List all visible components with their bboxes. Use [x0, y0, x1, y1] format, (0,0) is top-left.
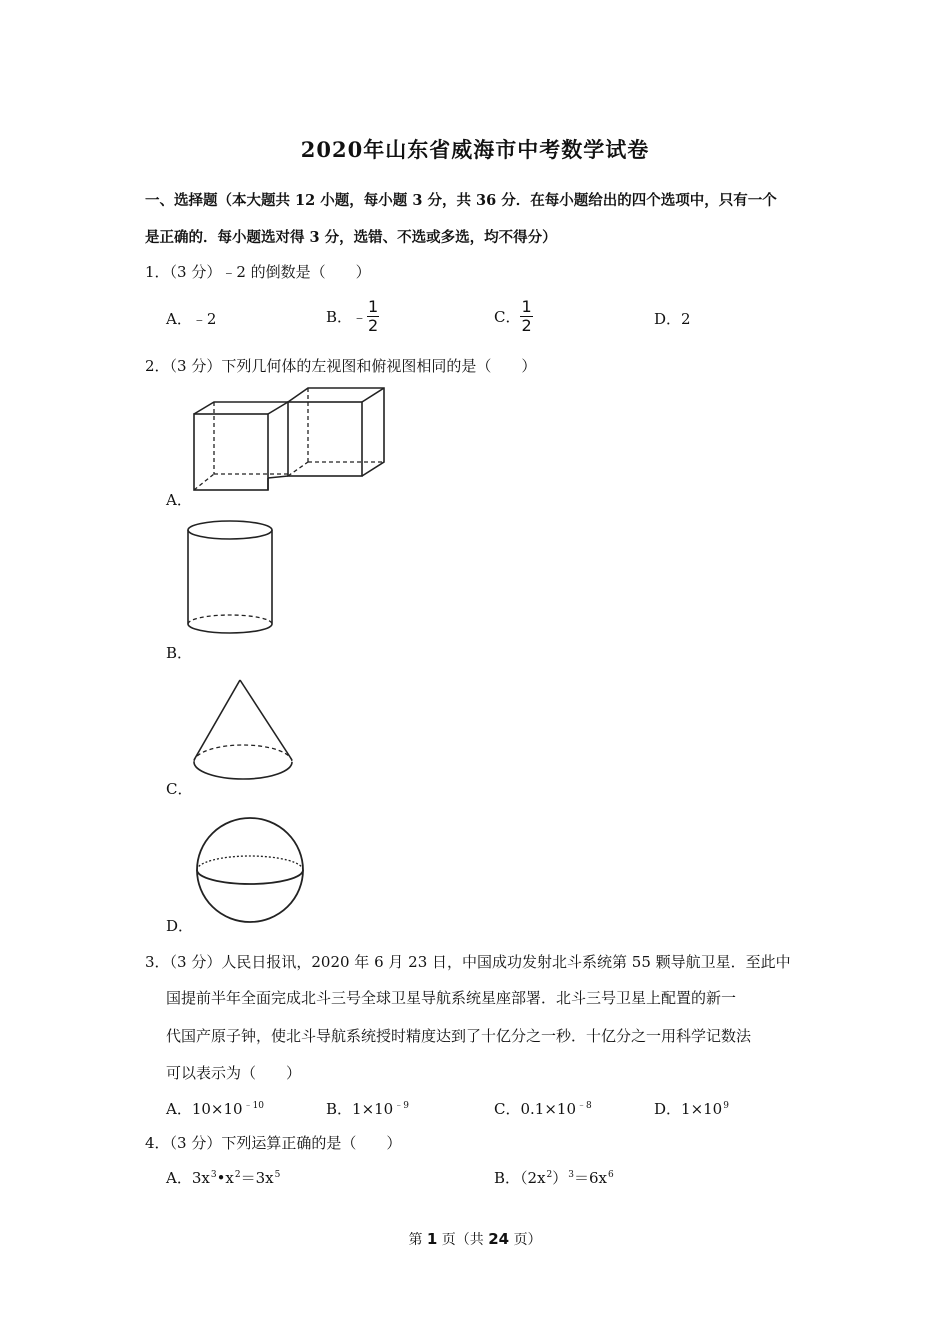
footer-suffix: 页） — [513, 1232, 542, 1248]
q4-option-a-part3: ＝3x — [240, 1169, 274, 1187]
footer-middle: 页（共 — [441, 1232, 484, 1248]
q3-line1: 3．（3 分）人民日报讯，2020 年 6 月 23 日，中国成功发射北斗系统第 55 颗导航卫星．至此中 — [145, 953, 791, 971]
section-heading-line1: 一、选择题（本大题共 12 小题，每小题 3 分，共 36 分．在每小题给出的四个选项中，只有一个 — [145, 192, 777, 209]
q2-stem: 2．（3 分）下列几何体的左视图和俯视图相同的是（ ） — [145, 357, 537, 375]
q1-option-b-fraction — [367, 298, 379, 335]
q3-option-b — [326, 1098, 409, 1119]
q1-option-d: D．2 — [654, 310, 691, 328]
q3-option-a — [166, 1098, 264, 1119]
q1-option-a: A．﹣2 — [166, 310, 217, 328]
q4-option-a-part2: •x — [216, 1169, 234, 1187]
section-heading-line2: 是正确的．每小题选对得 3 分，选错、不选或多选，均不得分） — [145, 229, 557, 246]
q1-option-c-fraction — [520, 298, 532, 335]
q1-option-c-numerator: 1 — [521, 297, 532, 316]
q2-option-b-figure — [184, 518, 276, 642]
footer-total-pages: 24 — [488, 1230, 510, 1248]
page-title: 2020年山东省威海市中考数学试卷 — [300, 137, 650, 162]
q4-option-b-part2: ） — [552, 1169, 568, 1187]
q4-option-a-exp1: 3 — [210, 1170, 217, 1180]
q1-option-c-denominator: 2 — [521, 316, 532, 335]
q4-option-a-part1: A．3x — [166, 1169, 210, 1187]
q1-option-b — [326, 298, 379, 335]
q2-option-a-figure — [190, 384, 390, 496]
q3-option-c-exponent: ﹣8 — [577, 1101, 592, 1111]
q3-option-d-exponent: 9 — [723, 1101, 729, 1111]
q2-option-c-label: C． — [166, 780, 193, 798]
q3-option-a-exponent: ﹣10 — [243, 1101, 265, 1111]
q4-option-a-exp3: 5 — [274, 1170, 281, 1180]
q2-option-d-figure — [192, 814, 310, 924]
q1-option-b-denominator: 2 — [368, 316, 379, 335]
q3-line2: 国提前半年全面完成北斗三号全球卫星导航系统星座部署．北斗三号卫星上配置的新一 — [166, 989, 737, 1007]
q4-option-a-exp2: 2 — [234, 1170, 241, 1180]
page-footer — [0, 1229, 950, 1249]
q3-option-d-base: D．1×10 — [654, 1100, 723, 1118]
q2-option-b-label: B． — [166, 644, 193, 662]
q3-line3: 代国产原子钟，使北斗导航系统授时精度达到了十亿分之一秒．十亿分之一用科学记数法 — [166, 1027, 752, 1045]
q3-option-b-base: B．1×10 — [326, 1100, 394, 1118]
q2-option-d-label: D． — [166, 917, 194, 935]
q3-option-a-base: A．10×10 — [166, 1100, 243, 1118]
q3-option-c-base: C．0.1×10 — [494, 1100, 576, 1118]
footer-page-number: 1 — [426, 1230, 438, 1248]
q1-stem: 1．（3 分）﹣2 的倒数是（ ） — [145, 263, 371, 281]
q3-option-b-exponent: ﹣9 — [394, 1101, 409, 1111]
q4-option-b-part1: B．（2x — [494, 1169, 546, 1187]
q3-option-d — [654, 1098, 729, 1119]
q4-option-b-part3: ＝6x — [574, 1169, 608, 1187]
footer-prefix: 第 — [408, 1232, 423, 1248]
q4-stem: 4．（3 分）下列运算正确的是（ ） — [145, 1134, 402, 1152]
q1-option-b-numerator: 1 — [368, 297, 379, 316]
q1-option-c-prefix: C． — [494, 308, 521, 326]
q2-option-c-figure — [188, 676, 298, 784]
q1-option-c — [494, 298, 533, 335]
q3-option-c — [494, 1098, 592, 1119]
q4-option-b-exp2: 3 — [568, 1170, 575, 1180]
q4-option-b-exp1: 2 — [546, 1170, 553, 1180]
q2-option-a-label: A． — [166, 491, 192, 509]
q1-option-b-prefix: B．﹣ — [326, 308, 368, 326]
q3-line4: 可以表示为（ ） — [166, 1064, 302, 1082]
q4-option-b — [494, 1167, 614, 1188]
q4-option-b-exp3: 6 — [608, 1170, 614, 1180]
q4-option-a — [166, 1167, 280, 1188]
